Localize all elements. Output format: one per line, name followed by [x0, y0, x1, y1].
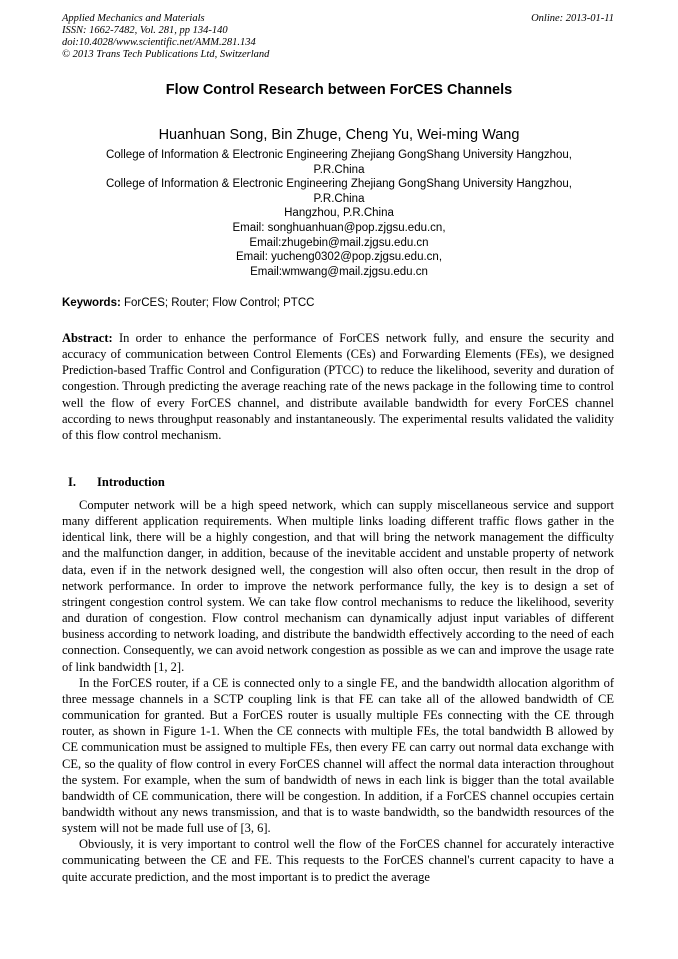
affiliations: [0, 148, 678, 279]
author-email[interactable]: Email:wmwang@mail.zjgsu.edu.cn: [250, 265, 428, 278]
author-email[interactable]: Email: yucheng0302@pop.zjgsu.edu.cn,: [235, 251, 443, 264]
affiliation-line: Hangzhou, P.R.China: [284, 207, 394, 220]
body-paragraph: In the ForCES router, if a CE is connected only to a single FE, and the bandwidth allocation algorithm of three message channels in a SCTP coupling link is that FE can take all of the allowed bandwidth of CE communication for granted. But a ForCES router is usually multiple FEs connecting with the CE through router, as shown in Figure 1-1. When the CE connects with multiple FEs, the total bandwidth B allowed by CE communication must be assigned to multiple FEs, then every FE can carry out normal data exchange with CE, so the quality of flow control in every ForCES channel will affect the normal data interaction throughout the system. For example, when the sum of bandwidth of news in each link is bigger than the total available bandwidth of CE communication, there will be congestion. In addition, if a ForCES channel occupies certain bandwidth without any news transmission, and that is to waste bandwidth, so the bandwidth resources of the system will not be made full use of [3, 6].: [62, 675, 614, 836]
body-paragraph: Computer network will be a high speed network, which can supply miscellaneous service and support many different application requirements. When multiple links loading different traffic flows gather in the identical link, there will be a highly congestion, and that will bring the network management the difficulty and the malfunction danger, in addition, because of the inevitable accident and unstable property of network data, even if in the network designed well, the congestion will also often occur, then result in the drop of network performance. In order to improve the network performance fully, the key is to design a set of stringent congestion control system. We can take flow control mechanisms to reduce the likelihood, severity and duration of congestion. Flow control mechanism can dynamically adjust input variables of different business according to network loading, and distribute the bandwidth effectively according to the need of each connection. Consequently, we can avoid network congestion as possible as we can and improve the usage rate of link bandwidth [1, 2].: [62, 498, 614, 674]
abstract-label: Abstract:: [62, 331, 113, 345]
author-email[interactable]: Email: songhuanhuan@pop.zjgsu.edu.cn,: [232, 221, 446, 234]
affiliation-line: College of Information & Electronic Engineering Zhejiang GongShang University Hangzhou,: [105, 149, 573, 161]
journal-name: Applied Mechanics and Materials: [62, 13, 205, 24]
journal-copyright: © 2013 Trans Tech Publications Ltd, Switzerland: [62, 49, 270, 60]
section-number: I.: [68, 475, 76, 489]
affiliation-line: P.R.China: [313, 192, 365, 205]
abstract-text: In order to enhance the performance of ForCES network fully, and ensure the security and accuracy of communication between Control Elements (CEs) and Forwarding Elements (FEs), we designed Prediction-based Traffic Control and Configuration (PTCC) to reduce the likelihood, severity and duration of congestion. Through predicting the average reaching rate of the news package in the following time to control well the flow of every ForCES channel, and distribute available bandwidth for every ForCES channel according to news throughput reasonably and instantaneously. The experimental results validated the validity of this flow control mechanism.: [62, 331, 614, 442]
affiliation-line: College of Information & Electronic Engineering Zhejiang GongShang University Hangzhou,: [105, 178, 573, 191]
journal-doi[interactable]: doi:10.4028/www.scientific.net/AMM.281.134: [62, 37, 256, 48]
body-paragraph: Obviously, it is very important to control well the flow of the ForCES channel for accurately interactive communicating between the CE and FE. This requests to the ForCES channel's current capacity to have a quite accurate prediction, and the most important is to predict the average: [62, 837, 614, 884]
journal-header: [62, 13, 269, 61]
online-date: Online: 2013-01-11: [531, 13, 614, 24]
keywords-label: Keywords:: [62, 297, 121, 309]
introduction-body: [62, 497, 614, 885]
author-email[interactable]: Email:zhugebin@mail.zjgsu.edu.cn: [249, 236, 429, 249]
abstract: [62, 330, 614, 443]
paper-title: Flow Control Research between ForCES Channels: [165, 82, 513, 98]
paper-authors: Huanhuan Song, Bin Zhuge, Cheng Yu, Wei-ming Wang: [158, 127, 520, 143]
keywords: [62, 296, 314, 310]
keywords-text: ForCES; Router; Flow Control; PTCC: [124, 297, 315, 309]
affiliation-line: P.R.China: [313, 163, 365, 176]
section-title: Introduction: [97, 475, 165, 489]
section-heading: [68, 474, 165, 490]
journal-issn: ISSN: 1662-7482, Vol. 281, pp 134-140: [62, 25, 228, 36]
